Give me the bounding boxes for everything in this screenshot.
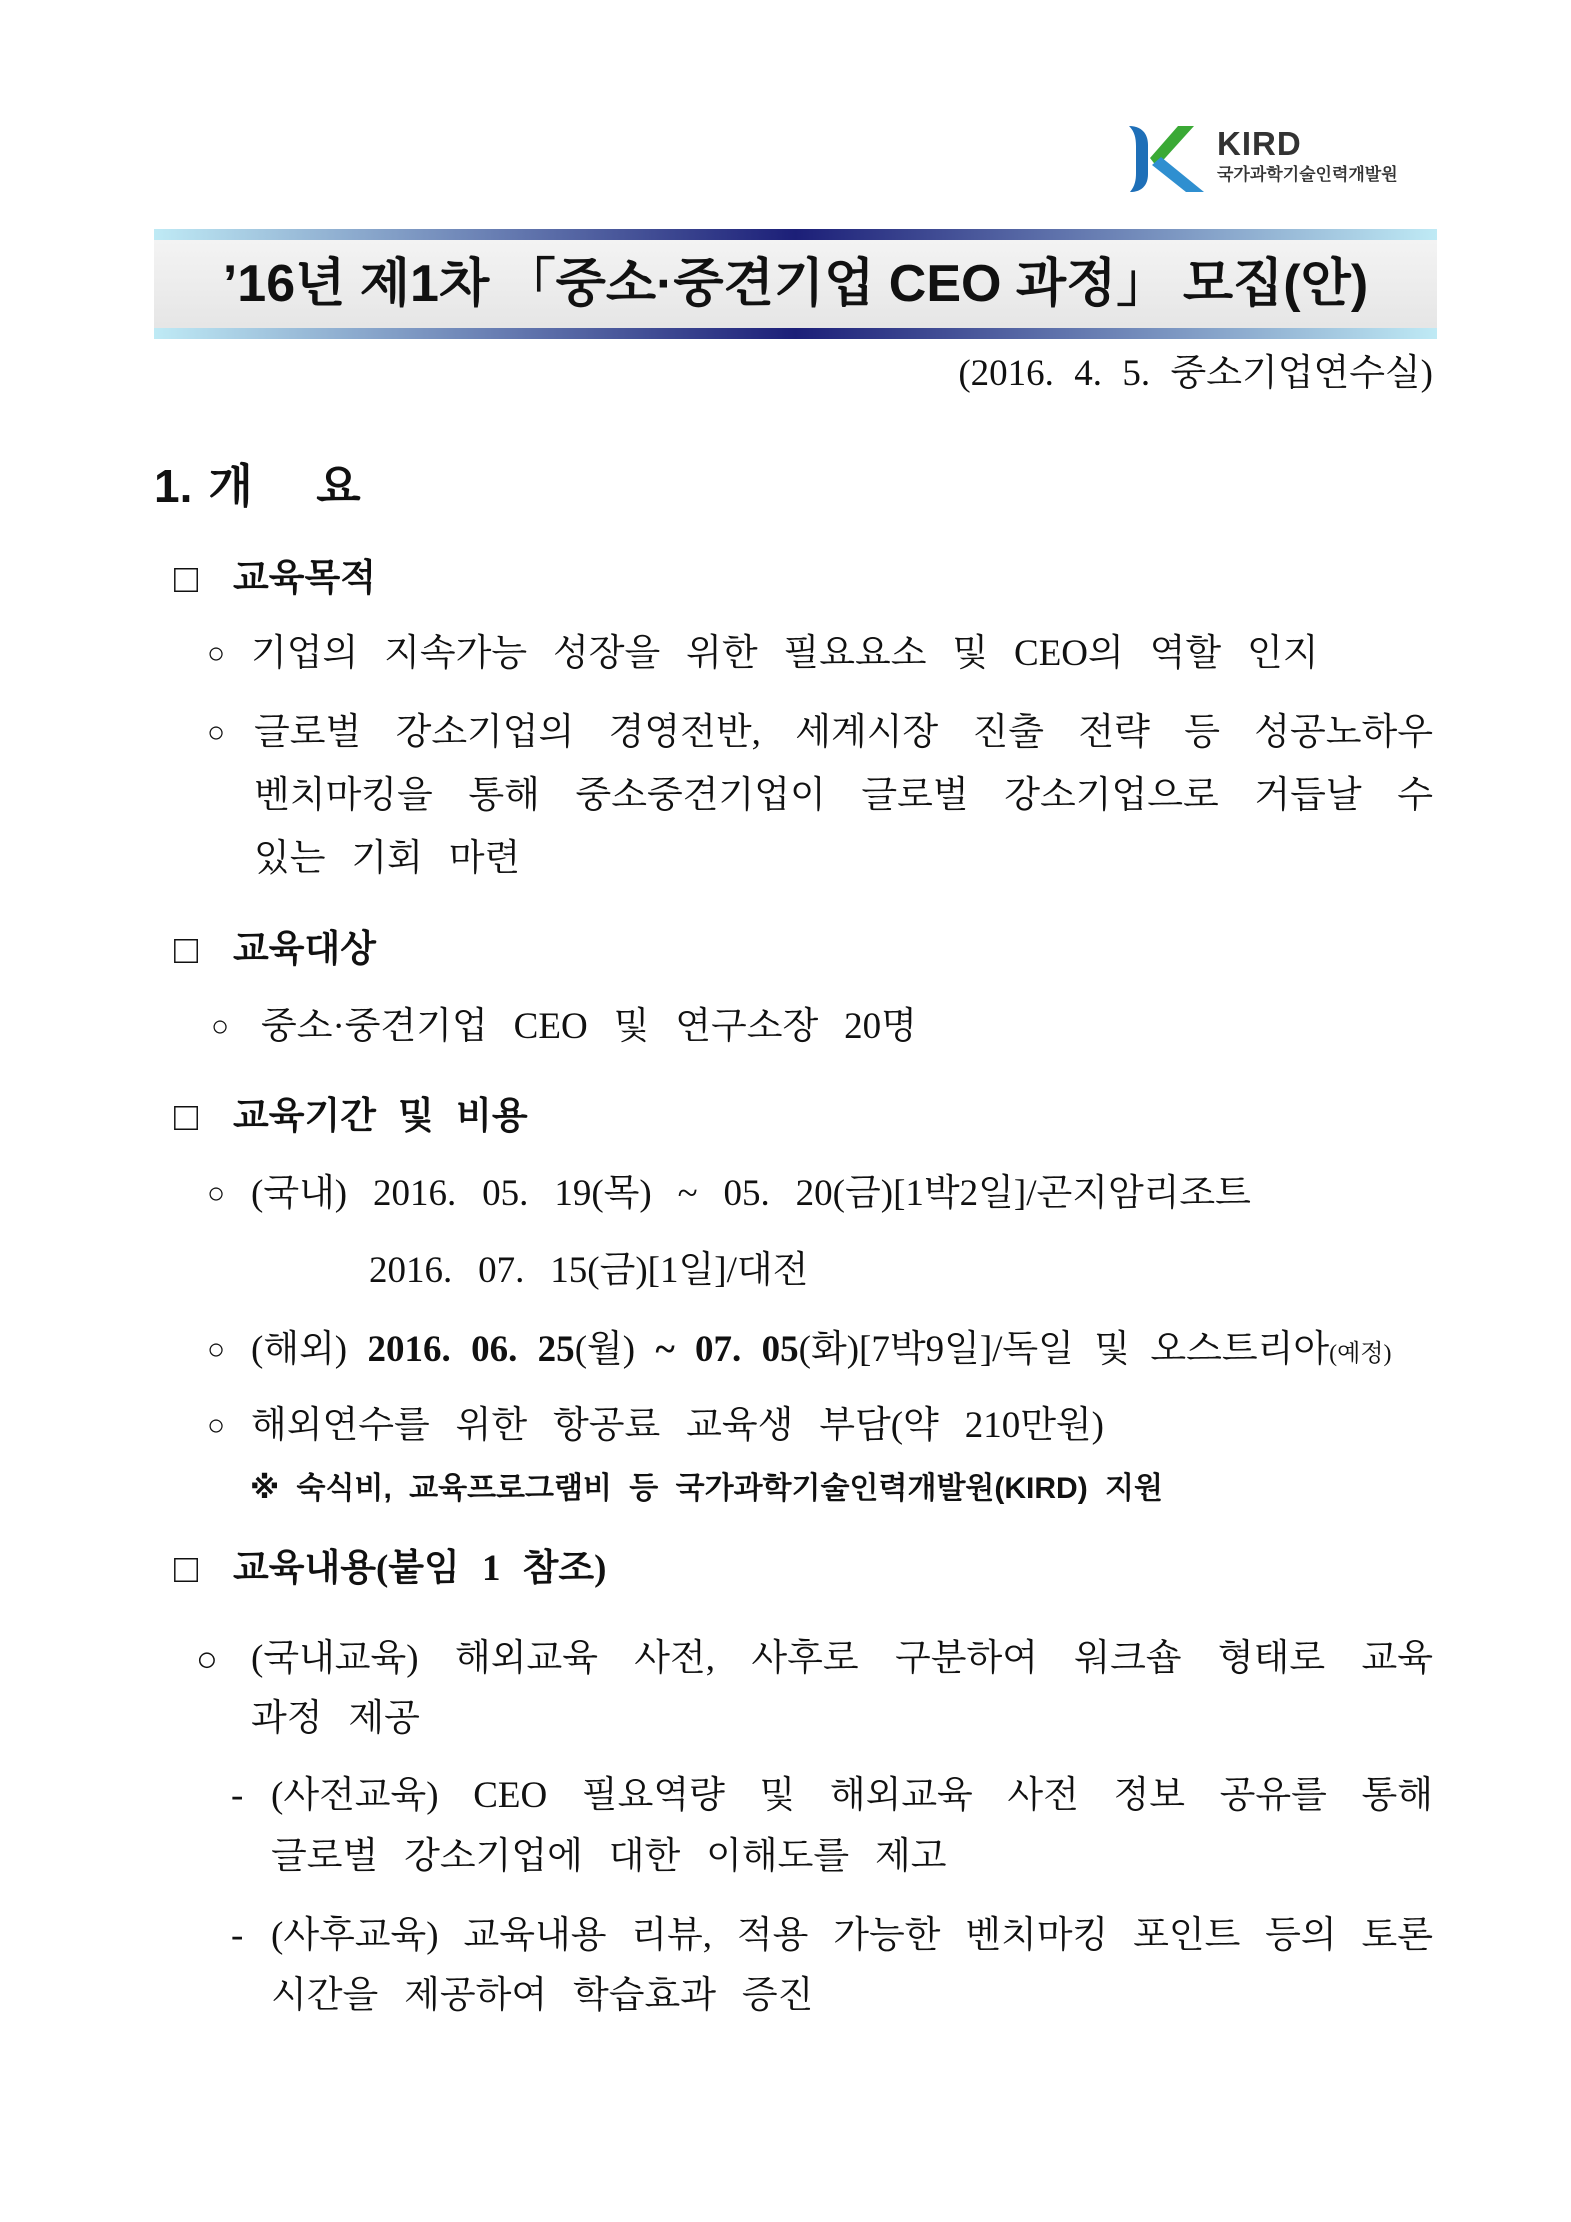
support-note: ※ 숙식비, 교육프로그램비 등 국가과학기술인력개발원(KIRD) 지원	[250, 1472, 1164, 1505]
circle-bullet-icon: ○	[207, 716, 226, 749]
overseas-tentative-mark: (예정)	[1329, 1341, 1392, 1367]
airfare-item: 해외연수를 위한 항공료 교육생 부담(약 210만원)	[251, 1405, 1104, 1446]
purpose-item-1: 기업의 지속가능 성장을 위한 필요요소 및 CEO의 역할 인지	[251, 633, 1319, 674]
overseas-schedule	[251, 1325, 1391, 1379]
overseas-start-date: 2016. 06. 25	[367, 1329, 575, 1370]
overseas-details: (화)[7박9일]/독일 및 오스트리아	[798, 1329, 1330, 1370]
section-heading	[154, 456, 361, 516]
logo-stem-shape	[1129, 126, 1148, 192]
heading-schedule: 교육기간 및 비용	[233, 1096, 528, 1137]
logo-abbreviation: KIRD	[1217, 125, 1302, 162]
section-title: 개 요	[208, 460, 361, 512]
circle-bullet-icon: ○	[207, 1409, 226, 1442]
title-bar	[154, 229, 1437, 339]
logo-arm-shape	[1150, 126, 1194, 167]
checkbox-bullet-icon: □	[174, 1094, 199, 1139]
checkbox-bullet-icon: □	[174, 556, 199, 601]
purpose-item-2-line-3: 있는 기회 마련	[254, 838, 521, 879]
purpose-item-2-line-2: 벤치마킹을 통해 중소중견기업이 글로벌 강소기업으로 거듭날 수	[254, 775, 1433, 816]
title-bar-bottom-border	[154, 328, 1437, 339]
kird-logo-icon	[1126, 124, 1206, 194]
circle-bullet-icon: ○	[196, 1639, 218, 1679]
section-number: 1.	[154, 460, 193, 512]
circle-bullet-icon: ○	[207, 1177, 226, 1210]
circle-bullet-icon: ○	[207, 1333, 226, 1366]
domestic-schedule-line-2: 2016. 07. 15(금)[1일]/대전	[369, 1250, 809, 1291]
circle-bullet-icon: ○	[211, 1010, 230, 1043]
content-item-1-line-2: 과정 제공	[251, 1698, 420, 1739]
heading-purpose: 교육목적	[233, 558, 376, 599]
overseas-start-day: (월)	[574, 1329, 656, 1370]
logo-organization-name: 국가과학기술인력개발원	[1217, 165, 1398, 184]
overseas-label: (해외)	[251, 1329, 368, 1370]
circle-bullet-icon: ○	[207, 637, 226, 670]
dash-bullet-icon: -	[231, 1915, 244, 1956]
content-item-2-line-1: (사전교육) CEO 필요역량 및 해외교육 사전 정보 공유를 통해	[271, 1775, 1433, 1816]
document-title: ’16년 제1차 「중소·중견기업 CEO 과정」 모집(안)	[222, 255, 1369, 313]
heading-content: 교육내용(붙임 1 참조)	[233, 1548, 607, 1589]
date-department-line: (2016. 4. 5. 중소기업연수실)	[958, 353, 1433, 394]
checkbox-bullet-icon: □	[174, 927, 199, 972]
target-item-1: 중소·중견기업 CEO 및 연구소장 20명	[261, 1006, 917, 1047]
checkbox-bullet-icon: □	[174, 1546, 199, 1591]
content-item-1-line-1: (국내교육) 해외교육 사전, 사후로 구분하여 워크숍 형태로 교육	[251, 1638, 1433, 1679]
overseas-end-date: ~ 07. 05	[655, 1329, 799, 1370]
heading-target: 교육대상	[233, 929, 376, 970]
logo-leg-shape	[1152, 157, 1204, 192]
dash-bullet-icon: -	[231, 1775, 244, 1816]
purpose-item-2-line-1: 글로벌 강소기업의 경영전반, 세계시장 진출 전략 등 성공노하우	[254, 712, 1433, 753]
content-item-2-line-2: 글로벌 강소기업에 대한 이해도를 제고	[271, 1836, 947, 1877]
title-bar-top-border	[154, 229, 1437, 240]
domestic-schedule-line-1: (국내) 2016. 05. 19(목) ~ 05. 20(금)[1박2일]/곤지암리조트	[251, 1173, 1251, 1214]
content-item-3-line-1: (사후교육) 교육내용 리뷰, 적용 가능한 벤치마킹 포인트 등의 토론	[271, 1915, 1433, 1956]
content-item-3-line-2: 시간을 제공하여 학습효과 증진	[271, 1975, 814, 2016]
